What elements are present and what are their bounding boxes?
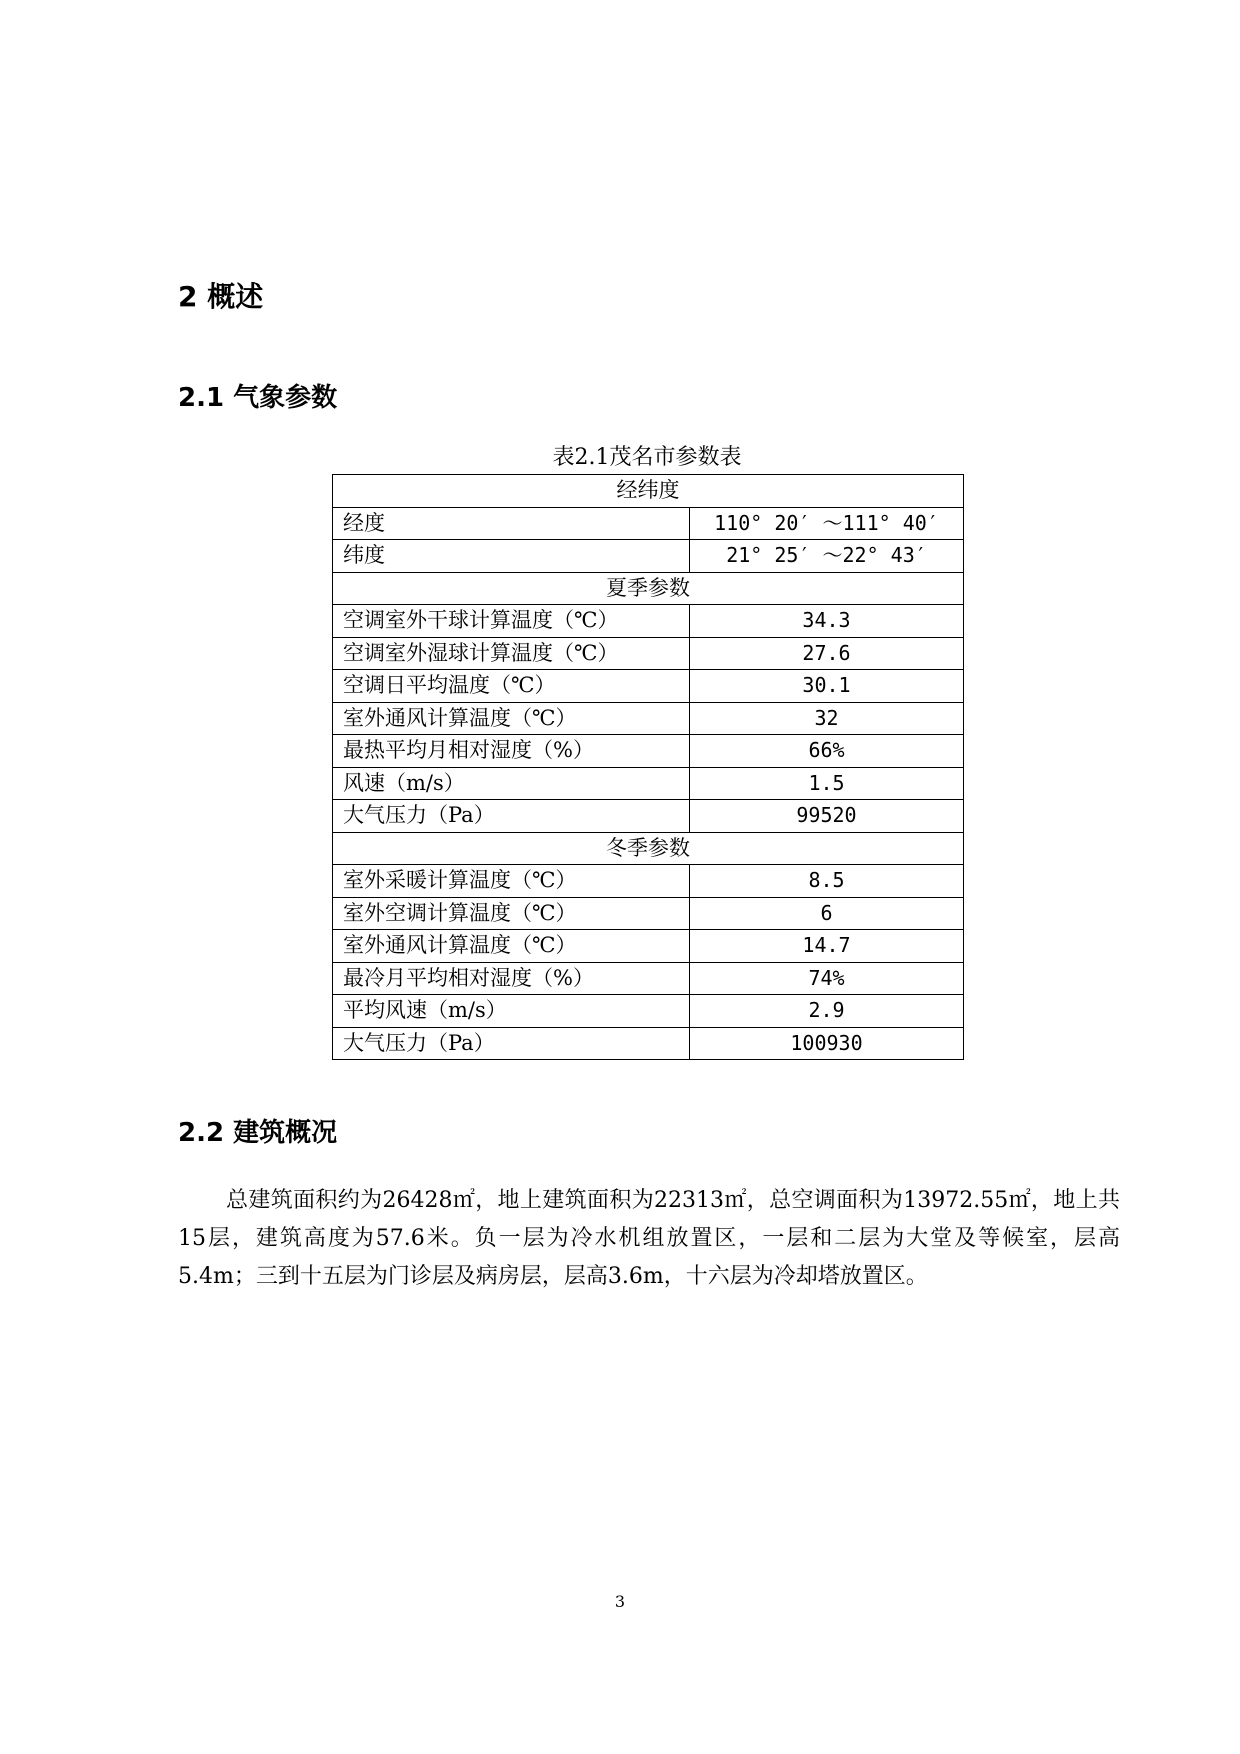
parameter-label: 空调日平均温度（℃） bbox=[333, 670, 690, 703]
table-group-header: 经纬度 bbox=[333, 475, 964, 508]
parameter-value: 34.3 bbox=[690, 605, 964, 638]
parameter-label: 室外采暖计算温度（℃） bbox=[333, 865, 690, 898]
table-row bbox=[333, 865, 964, 898]
parameter-value: 21° 25′ ～22° 43′ bbox=[690, 540, 964, 573]
table-row bbox=[333, 767, 964, 800]
table-group-header: 冬季参数 bbox=[333, 832, 964, 865]
parameter-label: 室外通风计算温度（℃） bbox=[333, 702, 690, 735]
table-group-header-row bbox=[333, 475, 964, 508]
parameter-value: 1.5 bbox=[690, 767, 964, 800]
parameter-value: 6 bbox=[690, 897, 964, 930]
parameter-label: 空调室外干球计算温度（℃） bbox=[333, 605, 690, 638]
table-group-header-row bbox=[333, 572, 964, 605]
parameter-label: 室外通风计算温度（℃） bbox=[333, 930, 690, 963]
parameter-label: 大气压力（Pa） bbox=[333, 800, 690, 833]
table-row bbox=[333, 897, 964, 930]
table-row bbox=[333, 670, 964, 703]
parameter-value: 14.7 bbox=[690, 930, 964, 963]
parameter-label: 大气压力（Pa） bbox=[333, 1027, 690, 1060]
table-group-header-row bbox=[333, 832, 964, 865]
parameter-value: 8.5 bbox=[690, 865, 964, 898]
parameter-label: 纬度 bbox=[333, 540, 690, 573]
parameters-table-body bbox=[333, 475, 964, 1060]
table-row bbox=[333, 995, 964, 1028]
parameter-value: 32 bbox=[690, 702, 964, 735]
parameter-label: 空调室外湿球计算温度（℃） bbox=[333, 637, 690, 670]
table-row bbox=[333, 735, 964, 768]
parameter-value: 30.1 bbox=[690, 670, 964, 703]
parameter-label: 室外空调计算温度（℃） bbox=[333, 897, 690, 930]
parameter-label: 平均风速（m/s） bbox=[333, 995, 690, 1028]
parameters-table bbox=[332, 474, 964, 1060]
parameter-label: 最热平均月相对湿度（%） bbox=[333, 735, 690, 768]
parameter-label: 最冷月平均相对湿度（%） bbox=[333, 962, 690, 995]
building-overview-paragraph: 总建筑面积约为26428㎡，地上建筑面积为22313㎡，总空调面积为13972.55㎡，地上共15层，建筑高度为57.6米。负一层为冷水机组放置区，一层和二层为大堂及等候室，层高5.4m；三到十五层为门诊层及病房层，层高3.6m，十六层为冷却塔放置区。 bbox=[178, 1188, 1120, 1289]
parameter-label: 风速（m/s） bbox=[333, 767, 690, 800]
table-row bbox=[333, 637, 964, 670]
page-number: 3 bbox=[614, 1592, 626, 1611]
table-row bbox=[333, 1027, 964, 1060]
parameter-value: 110° 20′ ～111° 40′ bbox=[690, 507, 964, 540]
table-row bbox=[333, 962, 964, 995]
parameter-value: 99520 bbox=[690, 800, 964, 833]
table-row bbox=[333, 507, 964, 540]
table-row bbox=[333, 540, 964, 573]
table-row bbox=[333, 930, 964, 963]
subsection-title-building: 2.2 建筑概况 bbox=[178, 1118, 338, 1148]
subsection-title-weather: 2.1 气象参数 bbox=[178, 383, 338, 413]
parameter-value: 2.9 bbox=[690, 995, 964, 1028]
table-group-header: 夏季参数 bbox=[333, 572, 964, 605]
parameter-value: 66% bbox=[690, 735, 964, 768]
table-row bbox=[333, 702, 964, 735]
parameter-value: 74% bbox=[690, 962, 964, 995]
section-title: 2 概述 bbox=[178, 280, 264, 313]
table-caption: 表2.1茂名市参数表 bbox=[552, 445, 742, 470]
parameter-label: 经度 bbox=[333, 507, 690, 540]
table-row bbox=[333, 605, 964, 638]
parameter-value: 27.6 bbox=[690, 637, 964, 670]
parameter-value: 100930 bbox=[690, 1027, 964, 1060]
table-row bbox=[333, 800, 964, 833]
